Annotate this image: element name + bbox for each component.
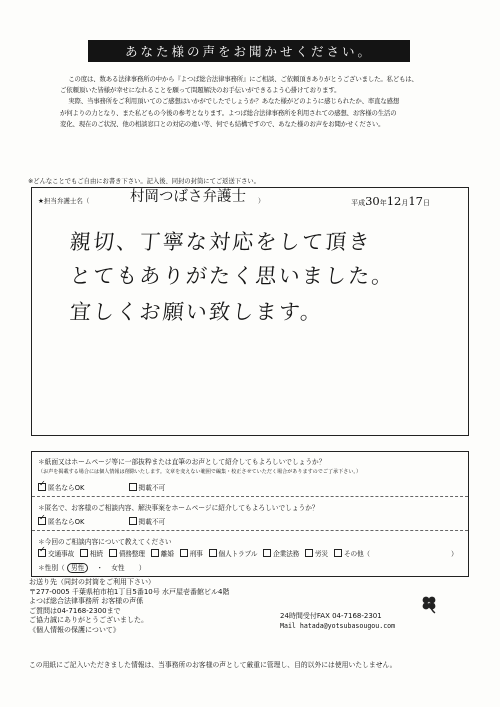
privacy-heading: 《個人情報の保護について》 xyxy=(29,625,120,634)
comment-box[interactable] xyxy=(31,187,469,436)
option-corporate[interactable] xyxy=(263,550,299,558)
intro-line: 実際、当事務所をご利用頂いてのご感想はいかがでしたでしょうか？あなた様がどのように感じられたか、率直な感想 xyxy=(68,97,400,106)
option-anonymous-ok[interactable] xyxy=(38,484,84,492)
date-era: 平成 xyxy=(351,199,366,207)
date-day-unit: 日 xyxy=(423,199,430,207)
date-year-unit: 年 xyxy=(379,199,387,207)
question-publish: ＊紙面又はホームページ等に一部抜粋または直筆のお声として紹介してもよろしいでしょうか？ xyxy=(38,458,326,466)
option-label: 掲載不可 xyxy=(138,484,166,492)
category-options xyxy=(38,548,370,558)
checkbox-icon[interactable] xyxy=(109,549,117,557)
option-label: 個人トラブル xyxy=(218,550,258,558)
option-anonymous-ok[interactable] xyxy=(38,518,84,526)
case-options xyxy=(38,516,171,526)
option-label: 交通事故 xyxy=(48,550,74,558)
option-label: 労災 xyxy=(315,550,329,558)
clover-logo-icon xyxy=(418,593,440,615)
lawyer-field xyxy=(38,196,89,205)
option-inheritance[interactable] xyxy=(80,550,103,558)
option-no-publish[interactable] xyxy=(129,484,166,492)
lawyer-name-handwritten: 村岡つばさ弁護士 xyxy=(130,189,246,205)
survey-form xyxy=(31,451,469,577)
option-label: 相続 xyxy=(89,550,103,558)
lawyer-label: ★担当弁護士名（ xyxy=(38,197,90,205)
option-label: 企業法務 xyxy=(273,550,300,558)
option-other[interactable] xyxy=(334,550,370,558)
phone-line: ご質問は04-7168-2300まで xyxy=(29,606,121,615)
checkbox-icon[interactable] xyxy=(129,517,137,525)
option-label: 匿名ならOK xyxy=(48,518,85,526)
comment-line: 宜しくお願い致します。 xyxy=(68,300,325,324)
mailing-heading: お送り先（同封の封筒をご利用下さい） xyxy=(29,578,155,586)
instruction-note: ※どんなことでもご自由にお書き下さい。記入後、同封の封筒にてご返送下さい。 xyxy=(28,178,260,185)
comment-line: 親切、丁寧な対応をして頂き xyxy=(68,230,373,254)
checkbox-icon[interactable] xyxy=(180,549,188,557)
comment-line: とてもありがたく思いました。 xyxy=(68,264,396,288)
question-category: ＊今回のご相談内容について教えてください xyxy=(38,538,172,546)
option-traffic[interactable] xyxy=(38,550,74,558)
checkbox-icon[interactable] xyxy=(38,549,46,557)
checkbox-icon[interactable] xyxy=(263,549,271,557)
intro-line: ご依頼頂いた皆様が幸せになれることを願って問題解決のお手伝いができるよう心掛けております。 xyxy=(60,86,341,95)
option-workers-comp[interactable] xyxy=(305,550,328,558)
option-label: 債務整理 xyxy=(118,550,145,558)
checkbox-icon[interactable] xyxy=(38,483,46,491)
intro-line: が何よりの力となり、また私どもの今後の参考となります。よつば総合法律事務所を利用されての感想、お客様の生活の xyxy=(60,108,397,117)
publish-options xyxy=(38,482,171,492)
option-label: 匿名ならOK xyxy=(48,484,85,492)
date-month: 12 xyxy=(386,194,402,208)
checkbox-icon[interactable] xyxy=(129,483,137,491)
option-label: 掲載不可 xyxy=(138,518,166,526)
contact-info xyxy=(280,612,395,631)
question-case: ＊匿名で、お客様のご相談内容、解決事案をホームページに紹介してもよろしいでしょうか？ xyxy=(38,504,319,512)
other-close: ） xyxy=(451,550,458,558)
mail-link[interactable]: Mail hatada@yotsubasougou.com xyxy=(280,621,396,630)
checkbox-icon[interactable] xyxy=(305,549,313,557)
checkbox-icon[interactable] xyxy=(80,549,88,557)
option-label: 離婚 xyxy=(160,550,174,558)
lawyer-close: ） xyxy=(258,197,265,205)
divider xyxy=(32,530,468,531)
gender-separator: ・ xyxy=(96,564,104,572)
question-publish-note: （お声を掲載する場合には個人情報は削除いたします。文章を変えない範囲で編集・校正させていただく場合がありますのでご了承下さい。） xyxy=(38,469,362,475)
date-year: 30 xyxy=(365,194,380,208)
office-name: よつば総合法律事務所 お客様の声係 xyxy=(29,597,144,606)
date-day: 17 xyxy=(408,194,423,208)
checkbox-icon[interactable] xyxy=(38,517,46,525)
fax-line: 24時間受付FAX 04-7168-2301 xyxy=(280,612,382,620)
option-label: 刑事 xyxy=(189,550,203,558)
divider xyxy=(32,496,468,497)
option-debt[interactable] xyxy=(109,550,145,558)
intro-text xyxy=(60,74,460,130)
option-no-publish[interactable] xyxy=(129,518,166,526)
option-label: その他（ xyxy=(343,550,370,558)
mailing-info xyxy=(29,578,229,636)
privacy-statement: この用紙にご記入いただきました情報は、当事務所のお客様の声として厳重に管理し、目的以外には使用いたしません。 xyxy=(29,661,397,669)
gender-label: ＊性別（ xyxy=(38,564,65,572)
intro-line: 変化、現在のご状況、他の相談窓口との対応の違い等、何でも結構ですので、あなた様のお声をお聞かせください。 xyxy=(60,119,385,128)
survey-banner: あなた様の声をお聞かせください。 xyxy=(88,40,410,62)
option-criminal[interactable] xyxy=(180,550,203,558)
checkbox-icon[interactable] xyxy=(151,549,159,557)
thanks-line: ご協力誠にありがとうございました。 xyxy=(29,616,148,625)
gender-field xyxy=(38,562,145,572)
gender-close: ） xyxy=(138,564,146,572)
option-male[interactable]: 男性 xyxy=(67,563,88,573)
checkbox-icon[interactable] xyxy=(334,549,342,557)
option-female[interactable]: 女性 xyxy=(111,564,125,572)
option-divorce[interactable] xyxy=(151,550,174,558)
intro-line: この度は、数ある法律事務所の中から『よつば総合法律事務所』にご相談、ご依頼頂きありがとうございました。私どもは、 xyxy=(68,75,418,83)
date-field xyxy=(351,194,430,208)
date-month-unit: 月 xyxy=(401,199,409,207)
checkbox-icon[interactable] xyxy=(209,549,217,557)
option-personal[interactable] xyxy=(209,550,258,558)
mailing-address: 〒277-0005 千葉県柏市柏1丁目5番10号 水戸屋壱番館ビル4階 xyxy=(29,587,230,596)
